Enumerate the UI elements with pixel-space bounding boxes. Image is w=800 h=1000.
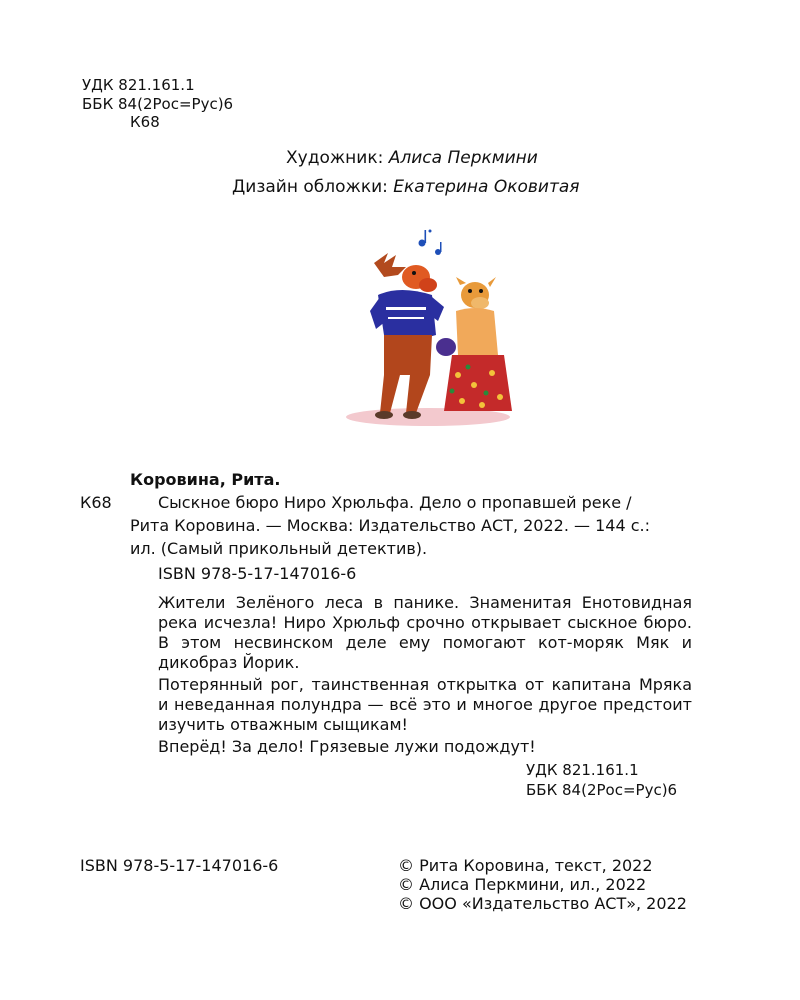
udk-code: УДК 821.161.1 bbox=[82, 76, 195, 94]
copyright-illustrator: © Алиса Перкмини, ил., 2022 bbox=[398, 875, 647, 894]
cover-design-label: Дизайн обложки: bbox=[232, 177, 388, 197]
cover-design-credit bbox=[232, 177, 580, 198]
bib-series-line: ил. (Самый прикольный детектив). bbox=[130, 539, 428, 558]
bib-title-line: Сыскное бюро Ниро Хрюльфа. Дело о пропавшей реке / bbox=[158, 493, 632, 512]
artist-name: Алиса Перкмини bbox=[388, 148, 538, 168]
footer-isbn: ISBN 978-5-17-147016-6 bbox=[80, 856, 279, 875]
artist-credit bbox=[286, 148, 538, 169]
bbk-code-bottom: ББК 84(2Рос=Рус)6 bbox=[526, 781, 678, 799]
annotation-paragraph-3: Вперёд! За дело! Грязевые лужи подождут! bbox=[158, 737, 536, 756]
author-mark: К68 bbox=[130, 113, 160, 131]
annotation-paragraph-2: Потерянный рог, таинственная открытка от капитана Мряка и неведанная полундра — всё это и многое другое предстоит изучить отважным сыщикам! bbox=[158, 675, 692, 734]
bib-isbn: ISBN 978-5-17-147016-6 bbox=[158, 564, 357, 583]
bbk-code: ББК 84(2Рос=Рус)6 bbox=[82, 95, 234, 113]
moose-and-cow-illustration bbox=[340, 225, 520, 430]
author-mark-bib: К68 bbox=[80, 493, 112, 512]
artist-label: Художник: bbox=[286, 148, 384, 168]
music-notes-icon bbox=[419, 230, 442, 256]
copyright-author: © Рита Коровина, текст, 2022 bbox=[398, 856, 653, 875]
book-author: Коровина, Рита. bbox=[130, 470, 281, 489]
copyright-publisher: © ООО «Издательство АСТ», 2022 bbox=[398, 894, 687, 913]
bib-publisher-line: Рита Коровина. — Москва: Издательство АСТ, 2022. — 144 с.: bbox=[130, 516, 650, 535]
udk-code-bottom: УДК 821.161.1 bbox=[526, 761, 639, 779]
annotation-paragraph-1: Жители Зелёного леса в панике. Знаменитая Енотовидная река исчезла! Ниро Хрюльф срочно открывает сыскное бюро. В этом несвинском деле ему помогают кот-моряк Мяк и дикобраз Йорик. bbox=[158, 593, 692, 672]
cover-designer-name: Екатерина Оковитая bbox=[393, 177, 580, 197]
